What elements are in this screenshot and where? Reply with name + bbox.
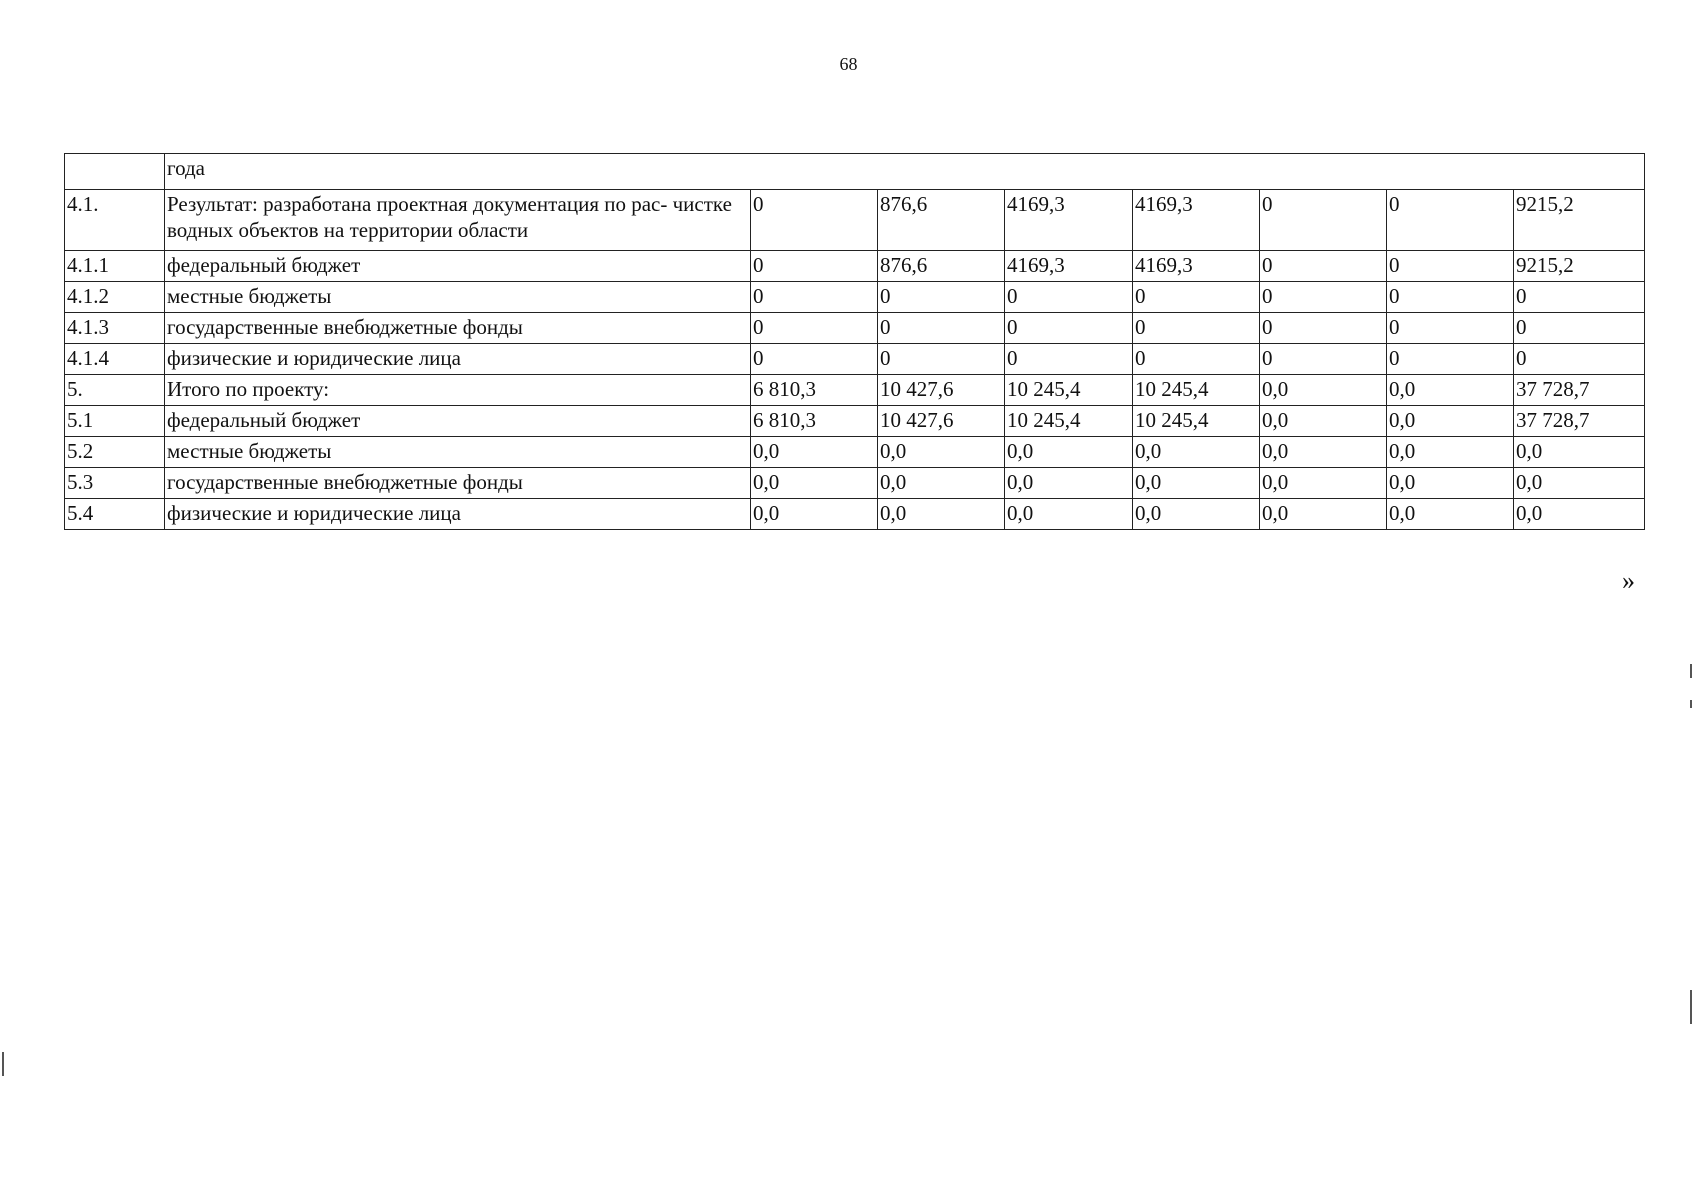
value-cell: 0 — [878, 282, 1005, 313]
value-cell: 9215,2 — [1514, 190, 1645, 251]
value-cell: 0 — [1260, 251, 1387, 282]
value-cell: 0 — [1514, 313, 1645, 344]
value-cell: 0,0 — [1514, 468, 1645, 499]
value-cell: 876,6 — [878, 190, 1005, 251]
value-cell: 0,0 — [1260, 468, 1387, 499]
value-cell: 0 — [751, 313, 878, 344]
table-row — [65, 251, 1645, 282]
value-cell: 4169,3 — [1005, 190, 1133, 251]
value-cell: 9215,2 — [1514, 251, 1645, 282]
row-label-cell: физические и юридические лица — [165, 344, 751, 375]
value-cell: 10 245,4 — [1005, 406, 1133, 437]
value-cell: 0 — [1133, 313, 1260, 344]
value-cell: 0,0 — [751, 468, 878, 499]
row-label-cell: местные бюджеты — [165, 437, 751, 468]
value-cell: 37 728,7 — [1514, 406, 1645, 437]
value-cell: 0 — [1514, 344, 1645, 375]
value-cell: 0,0 — [1260, 406, 1387, 437]
value-cell: 0,0 — [1387, 406, 1514, 437]
scan-artifact — [1690, 664, 1692, 678]
value-cell: 0 — [1514, 282, 1645, 313]
value-cell: 0 — [1260, 190, 1387, 251]
value-cell: 0 — [1133, 282, 1260, 313]
value-cell: 0 — [878, 313, 1005, 344]
value-cell: 0 — [1005, 313, 1133, 344]
value-cell: 0,0 — [1387, 499, 1514, 530]
value-cell: 0,0 — [878, 437, 1005, 468]
table-row — [65, 375, 1645, 406]
value-cell: 4169,3 — [1005, 251, 1133, 282]
table-row — [65, 468, 1645, 499]
value-cell: 0,0 — [1133, 499, 1260, 530]
value-cell: 10 427,6 — [878, 406, 1005, 437]
row-label-cell: Итого по проекту: — [165, 375, 751, 406]
table-row — [65, 313, 1645, 344]
value-cell: 10 427,6 — [878, 375, 1005, 406]
value-cell: 0,0 — [1005, 437, 1133, 468]
row-code-cell: 4.1.2 — [65, 282, 165, 313]
value-cell: 0,0 — [1387, 375, 1514, 406]
value-cell: 0 — [1387, 313, 1514, 344]
value-cell: 876,6 — [878, 251, 1005, 282]
value-cell: 6 810,3 — [751, 375, 878, 406]
row-label-cell: Результат: разработана проектная документация по рас- чистке водных объектов на территории области — [165, 190, 751, 251]
row-label-cell: государственные внебюджетные фонды — [165, 468, 751, 499]
table-row — [65, 437, 1645, 468]
value-cell: 0,0 — [1005, 468, 1133, 499]
closing-quote-mark: » — [1622, 566, 1635, 595]
row-label-cell: федеральный бюджет — [165, 251, 751, 282]
value-cell: 6 810,3 — [751, 406, 878, 437]
row-label-cell: года — [165, 154, 1645, 190]
row-code-cell: 4.1. — [65, 190, 165, 251]
row-label-cell: федеральный бюджет — [165, 406, 751, 437]
value-cell: 0 — [751, 282, 878, 313]
value-cell: 10 245,4 — [1133, 406, 1260, 437]
row-label-cell: местные бюджеты — [165, 282, 751, 313]
row-code-cell: 5.2 — [65, 437, 165, 468]
value-cell: 0 — [1387, 282, 1514, 313]
value-cell: 0,0 — [1260, 437, 1387, 468]
row-label-cell: физические и юридические лица — [165, 499, 751, 530]
scan-artifact — [2, 1052, 4, 1076]
value-cell: 37 728,7 — [1514, 375, 1645, 406]
value-cell: 10 245,4 — [1133, 375, 1260, 406]
value-cell: 0,0 — [878, 468, 1005, 499]
value-cell: 10 245,4 — [1005, 375, 1133, 406]
budget-table — [64, 153, 1645, 530]
value-cell: 4169,3 — [1133, 190, 1260, 251]
table-row — [65, 282, 1645, 313]
value-cell: 0 — [751, 344, 878, 375]
table-row — [65, 190, 1645, 251]
value-cell: 0,0 — [751, 499, 878, 530]
value-cell: 0,0 — [751, 437, 878, 468]
value-cell: 0,0 — [878, 499, 1005, 530]
value-cell: 0 — [1260, 282, 1387, 313]
row-code-cell: 4.1.1 — [65, 251, 165, 282]
value-cell: 0 — [751, 251, 878, 282]
value-cell: 0 — [1387, 251, 1514, 282]
value-cell: 0 — [878, 344, 1005, 375]
value-cell: 0,0 — [1387, 437, 1514, 468]
value-cell: 0,0 — [1260, 499, 1387, 530]
table-row-continuation — [65, 154, 1645, 190]
value-cell: 0,0 — [1514, 499, 1645, 530]
value-cell: 0 — [1387, 344, 1514, 375]
value-cell: 0 — [1260, 313, 1387, 344]
table-row — [65, 406, 1645, 437]
page-number: 68 — [839, 54, 858, 74]
row-code-cell — [65, 154, 165, 190]
value-cell: 0 — [1005, 282, 1133, 313]
value-cell: 0 — [1387, 190, 1514, 251]
row-code-cell: 5.3 — [65, 468, 165, 499]
table-row — [65, 499, 1645, 530]
row-code-cell: 4.1.3 — [65, 313, 165, 344]
value-cell: 0 — [751, 190, 878, 251]
table-row — [65, 344, 1645, 375]
scan-artifact — [1690, 700, 1692, 708]
row-label-cell: государственные внебюджетные фонды — [165, 313, 751, 344]
value-cell: 0,0 — [1133, 468, 1260, 499]
value-cell: 4169,3 — [1133, 251, 1260, 282]
row-code-cell: 4.1.4 — [65, 344, 165, 375]
scan-artifact — [1690, 1004, 1692, 1020]
value-cell: 0 — [1260, 344, 1387, 375]
row-code-cell: 5.1 — [65, 406, 165, 437]
value-cell: 0,0 — [1133, 437, 1260, 468]
value-cell: 0 — [1133, 344, 1260, 375]
value-cell: 0,0 — [1260, 375, 1387, 406]
value-cell: 0,0 — [1387, 468, 1514, 499]
value-cell: 0,0 — [1514, 437, 1645, 468]
value-cell: 0 — [1005, 344, 1133, 375]
row-code-cell: 5.4 — [65, 499, 165, 530]
row-code-cell: 5. — [65, 375, 165, 406]
value-cell: 0,0 — [1005, 499, 1133, 530]
